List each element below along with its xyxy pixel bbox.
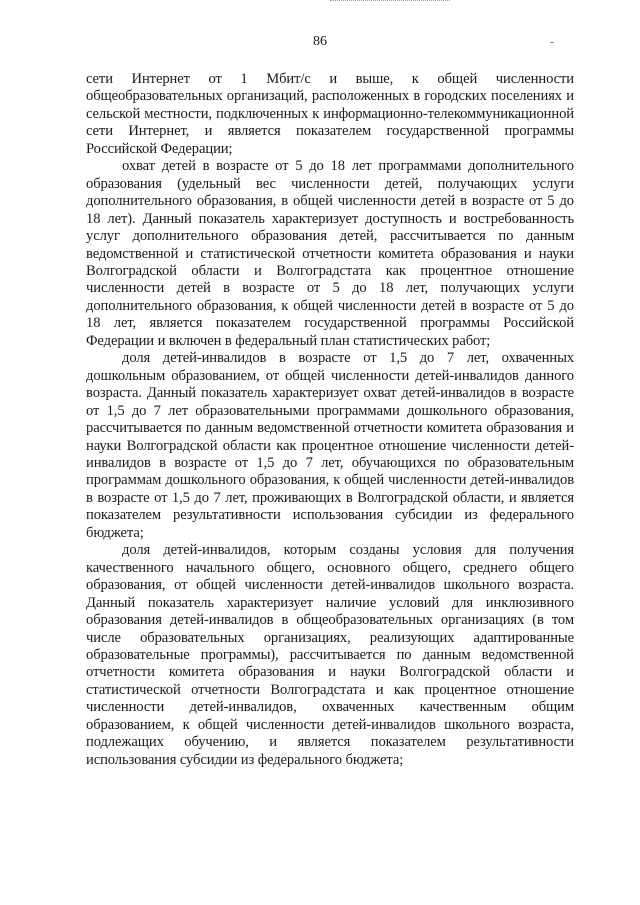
paragraph-inclusive-education: доля детей-инвалидов, которым созданы условия для получения качественного начального общего, основного общего, среднего общего образования, от общей численности детей-инвалидов школьного возраста. Данный показатель характеризует наличие условий для инклюзивного образования детей-инвалидов в общеобразовательных организациях (в том числе образовательных организациях, реализующих адаптированные образовательные программы), рассчитывается по данным ведомственной отчетности комитета образования и науки Волгоградской области и статистической отчетности Волгоградстата и как процентное отношение численности детей-инвалидов, охваченных качественным общим образованием, к общей численности детей-инвалидов школьного возраста, подлежащих обучению, и является показателем результативности использования субсидии из федерального бюджета; (86, 542, 574, 768)
paragraph-preschool-disabled-children: доля детей-инвалидов в возрасте от 1,5 до 7 лет, охваченных дошкольным образованием, от общей численности детей-инвалидов данного возраста. Данный показатель характеризует охват детей-инвалидов в возрасте от 1,5 до 7 лет образовательными программами дошкольного образования, рассчитывается по данным ведомственной отчетности комитета образования и науки Волгоградской области как процентное отношение численности детей-инвалидов в возрасте от 1,5 до 7 лет, обучающихся по образовательным программам дошкольного образования, к общей численности детей-инвалидов в возрасте от 1,5 до 7 лет, проживающих в Волгоградской области, и является показателем результативности использования субсидии из федерального бюджета; (86, 350, 574, 541)
scan-edge-marks (330, 0, 450, 4)
paragraph-additional-education: охват детей в возрасте от 5 до 18 лет программами дополнительного образования (удельный вес численности детей, получающих услуги дополнительного образования, в общей численности детей в возрасте от 5 до 18 лет). Данный показатель характеризует доступность и востребованность услуг дополнительного образования детей, рассчитывается по данным ведомственной и статистической отчетности комитета образования и науки Волгоградской области и Волгоградстата как процентное отношение численности детей в возрасте от 5 до 18 лет, получающих услуги дополнительного образования, к общей численности детей в возрасте от 5 до 18 лет, является показателем государственной программы Российской Федерации и включен в федеральный план статистических работ; (86, 158, 574, 349)
page-number: 86 (313, 34, 327, 49)
paragraph-internet-connectivity: сети Интернет от 1 Мбит/с и выше, к общей численности общеобразовательных организаций, расположенных в городских поселениях и сельской местности, подключенных к информационно-телекоммуникационной сети Интернет, и является показателем государственной программы Российской Федерации; (86, 71, 574, 157)
document-text (86, 71, 574, 769)
